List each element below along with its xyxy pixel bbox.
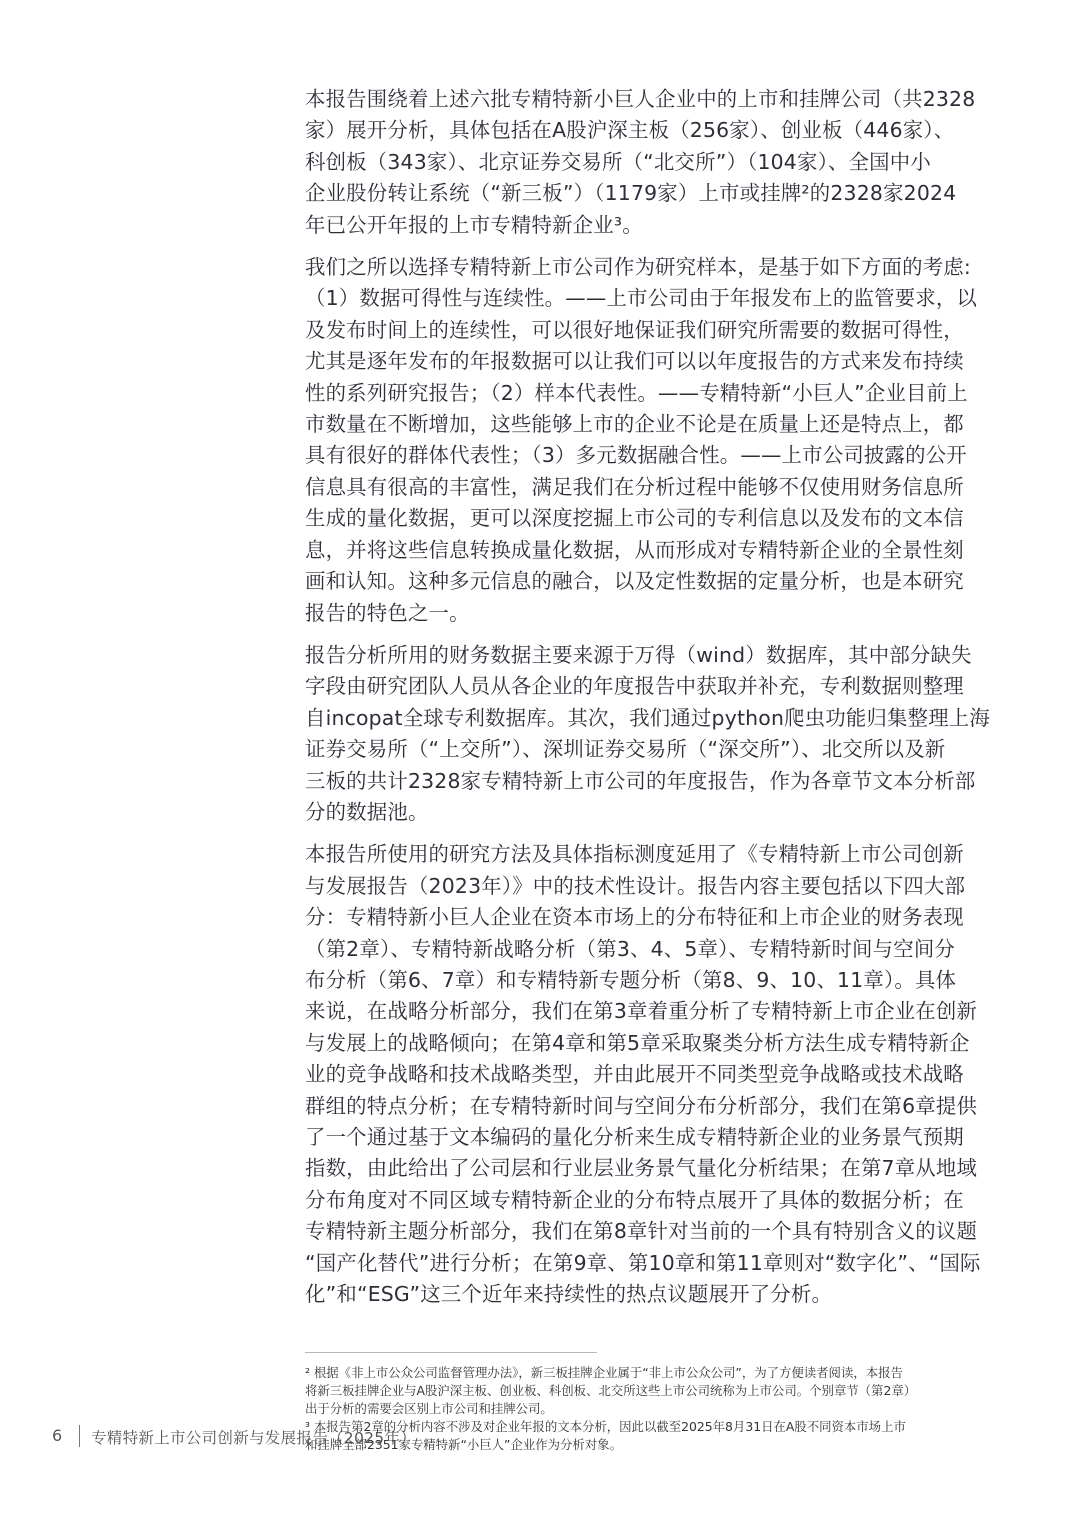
paragraph-methodology: 本报告所使用的研究方法及具体指标测度延用了《专精特新上市公司创新 与发展报告（2023年）》中的技术性设计。报告内容主要包括以下四大部 分：专精特新小巨人企业在资本市场上的分布特征和上市企业的财务表现 （第2章）、专精特新战略分析（第3、4、5章）、专精特新时间与空间分 布分析（第6、7章）和专精特新专题分析（第8、9、10、11章）。具体 来说，在战略分析部分，我们在第3章着重分析了专精特新上市企业在创新 与发展上的战略倾向；在第4章和第5章采取聚类分析方法生成专精特新企 业的竞争战略和技术战略类型，并由此展开不同类型竞争战略或技术战略 群组的特点分析；在专精特新时间与空间分布分析部分，我们在第6章提供 了一个通过基于文本编码的量化分析来生成专精特新企业的业务景气预期 指数，由此给出了公司层和行业层业务景气量化分析结果；在第7章从地域 分布角度对不同区域专精特新企业的分布特点展开了具体的数据分析；在 专精特新主题分析部分，我们在第8章针对当前的一个具有特别含义的议题 “国产化替代”进行分析；在第9章、第10章和第11章则对“数字化”、“国际 化”和“ESG”这三个近年来持续性的热点议题展开了分析。 (305, 842, 981, 1307)
footnote-3: ³ 本报告第2章的分析内容不涉及对企业年报的文本分析，因此以截至2025年8月31日在A股不同资本市场上市 和挂牌全部2351家专精特新“小巨人”企业作为分析对象。 (305, 1419, 906, 1452)
paragraph-scope: 本报告围绕着上述六批专精特新小巨人企业中的上市和挂牌公司（共2328 家）展开分析，具体包括在A股沪深主板（256家）、创业板（446家）、 科创板（343家）、北京证券交易所（“北交所”）（104家）、全国中小 企业股份转让系统（“新三板”）（1179家）上市或挂牌²的2328家2024 年已公开年报的上市专精特新企业³。 (305, 87, 976, 237)
footnote-divider (305, 1352, 597, 1353)
page-footer (0, 1422, 1080, 1452)
footer-report-title: 专精特新上市公司创新与发展报告（2025年） (91, 1429, 417, 1447)
page-number: 6 (52, 1426, 63, 1445)
body-text (305, 84, 1027, 1321)
footnote-2: ² 根据《非上市公众公司监督管理办法》，新三板挂牌企业属于“非上市公众公司”，为了方便读者阅读，本报告 将新三板挂牌企业与A股沪深主板、创业板、科创板、北交所这些上市公司统称为上市公司。个别章节（第2章） 出于分析的需要会区别上市公司和挂牌公司。 (305, 1365, 917, 1416)
footer-divider (79, 1425, 80, 1447)
paragraph-rationale: 我们之所以选择专精特新上市公司作为研究样本，是基于如下方面的考虑: （1）数据可得性与连续性。——上市公司由于年报发布上的监管要求，以 及发布时间上的连续性，可以很好地保证我们研究所需要的数据可得性， 尤其是逐年发布的年报数据可以让我们可以以年度报告的方式来发布持续 性的系列研究报告；（2）样本代表性。——专精特新“小巨人”企业目前上 市数量在不断增加，这些能够上市的企业不论是在质量上还是特点上，都 具有很好的群体代表性；（3）多元数据融合性。——上市公司披露的公开 信息具有很高的丰富性，满足我们在分析过程中能够不仅使用财务信息所 生成的量化数据，更可以深度挖掘上市公司的专利信息以及发布的文本信 息，并将这些信息转换成量化数据，从而形成对专精特新企业的全景性刻 画和认知。这种多元信息的融合，以及定性数据的定量分析，也是本研究 报告的特色之一。 (305, 255, 978, 625)
paragraph-data-sources: 报告分析所用的财务数据主要来源于万得（wind）数据库，其中部分缺失 字段由研究团队人员从各企业的年度报告中获取并补充，专利数据则整理 自incopat全球专利数据库。其次，我们通过python爬虫功能归集整理上海 证券交易所（“上交所”）、深圳证券交易所（“深交所”）、北交所以及新 三板的共计2328家专精特新上市公司的年度报告，作为各章节文本分析部 分的数据池。 (305, 642, 990, 824)
